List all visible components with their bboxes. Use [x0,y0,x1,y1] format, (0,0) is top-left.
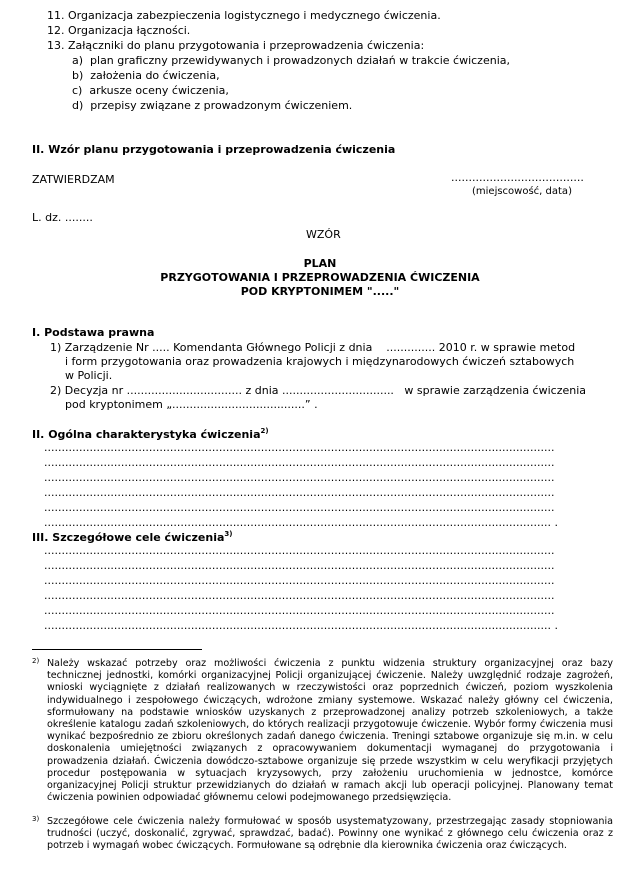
detailed-dotted-line-3: .................................................................................................................................................. [44,574,555,587]
place-date-dots: ...................................... [451,171,584,184]
detailed-dotted-line-6: ................................................................................................................................................. . [44,619,558,632]
footnote-separator [32,649,202,650]
legal-basis-item-1-line-1: 1) Zarządzenie Nr ..... Komendanta Głównego Policji z dnia .............. 2010 r. w sprawie metod [50,341,576,354]
footnote-3-number: 3) [32,815,40,823]
legal-basis-item-2-line-2: pod kryptonimem „......................................” . [65,398,318,411]
footnote-2-number: 2) [32,657,40,665]
template-label: WZÓR [306,228,341,241]
legal-basis-item-1-line-2: i form przygotowania oraz prowadzenia krajowych i międzynarodowych ćwiczeń sztabowych [65,355,575,368]
footnote-2-text: Należy wskazać potrzeby oraz możliwości ćwiczenia z punktu widzenia struktury organizacyjnej oraz bazy technicznej jednostki, komórki organizacyjnej Policji organizującej ćwiczenie. Należy uwzględnić rodzaje zagrożeń, wnioski wyciągnięte z działań realizowanych w rzeczywistości oraz poprzednich ćwiczeń, poziom wyszkolenia indywidualnego i zespołowego ćwiczących, wdrożone zmiany systemowe. Wskazać należy główny cel ćwiczenia, sformułowany na podstawie wniosków uzyskanych z przeprowadzonej analizy potrzeb szkoleniowych, a także określenie katalogu zadań szkoleniowych, do których realizacji przygotowuje ćwiczenie. Wybór formy ćwiczenia musi wynikać bezpośrednio ze zbioru określonych zadań danego ćwiczenia. Treningi sztabowe organizuje się m.in. w celu doskonalenia umiejętności związanych z opracowywaniem dokumentacji wymaganej do przygotowania i prowadzenia działań. Ćwiczenia dowódczo-sztabowe organizuje się przede wszystkim w celu weryfikacji przyjętych procedur postępowania w sytuacjach kryzysowych, przy założeniu uruchomienia w jednostce, komórce organizacyjnej Policji struktur przewidzianych do działań w ramach akcji lub operacji policyjnej. Planowany temat ćwiczenia powinien odpowiadać głównemu celowi podejmowanego przedsięwzięcia. [47,658,613,804]
general-dotted-line-2: .................................................................................................................................................. [44,456,555,469]
footnote-3-text: Szczegółowe cele ćwiczenia należy formułować w sposób usystematyzowany, przestrzegając zasady stopniowania trudności (uczyć, doskonalić, zgrywać, sprawdzać, badać). Powinny one wynikać z głównego celu ćwiczenia oraz z potrzeb i wymagań wobec ćwiczących. Formułowane są odrębnie dla kierownika ćwiczenia oraz ćwiczących. [47,816,613,852]
general-dotted-line-1: .................................................................................................................................................. [44,441,555,454]
place-date-label: (miejscowość, data) [472,186,572,197]
list-subitem-b: b) założenia do ćwiczenia, [72,69,220,82]
legal-basis-item-2-line-1: 2) Decyzja nr ................................. z dnia ................................ w sprawie zarządzenia ćwiczenia [50,384,587,397]
detailed-dotted-line-1: .................................................................................................................................................. [44,544,555,557]
list-subitem-c: c) arkusze oceny ćwiczenia, [72,84,229,97]
detailed-dotted-line-4: .................................................................................................................................................. [44,589,555,602]
general-dotted-line-4: .................................................................................................................................................. [44,486,555,499]
detailed-dotted-line-2: .................................................................................................................................................. [44,559,555,572]
general-dotted-line-3: .................................................................................................................................................. [44,471,555,484]
general-characteristics-heading: II. Ogólna charakterystyka ćwiczenia$^{2)}$ [32,427,269,441]
reference-number: L. dz. ........ [32,211,93,224]
detailed-goals-heading: III. Szczegółowe cele ćwiczenia$^{3)}$ [32,530,233,544]
list-subitem-a: a) plan graficzny przewidywanych i prowadzonych działań w trakcie ćwiczenia, [72,54,510,67]
title-line-3: POD KRYPTONIMEM "....." [240,285,400,298]
approve-label: ZATWIERDZAM [32,173,115,186]
footnote-ref-2: 2) [260,427,269,435]
title-line-2: PRZYGOTOWANIA I PRZEPROWADZENIA ĆWICZENIA [160,271,480,284]
detailed-dotted-line-5: .................................................................................................................................................. [44,604,555,617]
section-heading: II. Wzór planu przygotowania i przeprowadzenia ćwiczenia [32,143,396,156]
list-subitem-d: d) przepisy związane z prowadzonym ćwiczeniem. [72,99,353,112]
title-line-1: PLAN [303,257,337,270]
legal-basis-item-1-line-3: w Policji. [65,369,113,382]
general-dotted-line-6: ................................................................................................................................................. . [44,516,558,529]
list-item-11: 11. Organizacja zabezpieczenia logistycznego i medycznego ćwiczenia. [47,9,441,22]
footnote-ref-3: 3) [224,530,233,538]
list-item-12: 12. Organizacja łączności. [47,24,191,37]
legal-basis-heading: I. Podstawa prawna [32,326,155,339]
list-item-13: 13. Załączniki do planu przygotowania i przeprowadzenia ćwiczenia: [47,39,425,52]
general-dotted-line-5: .................................................................................................................................................. [44,501,555,514]
